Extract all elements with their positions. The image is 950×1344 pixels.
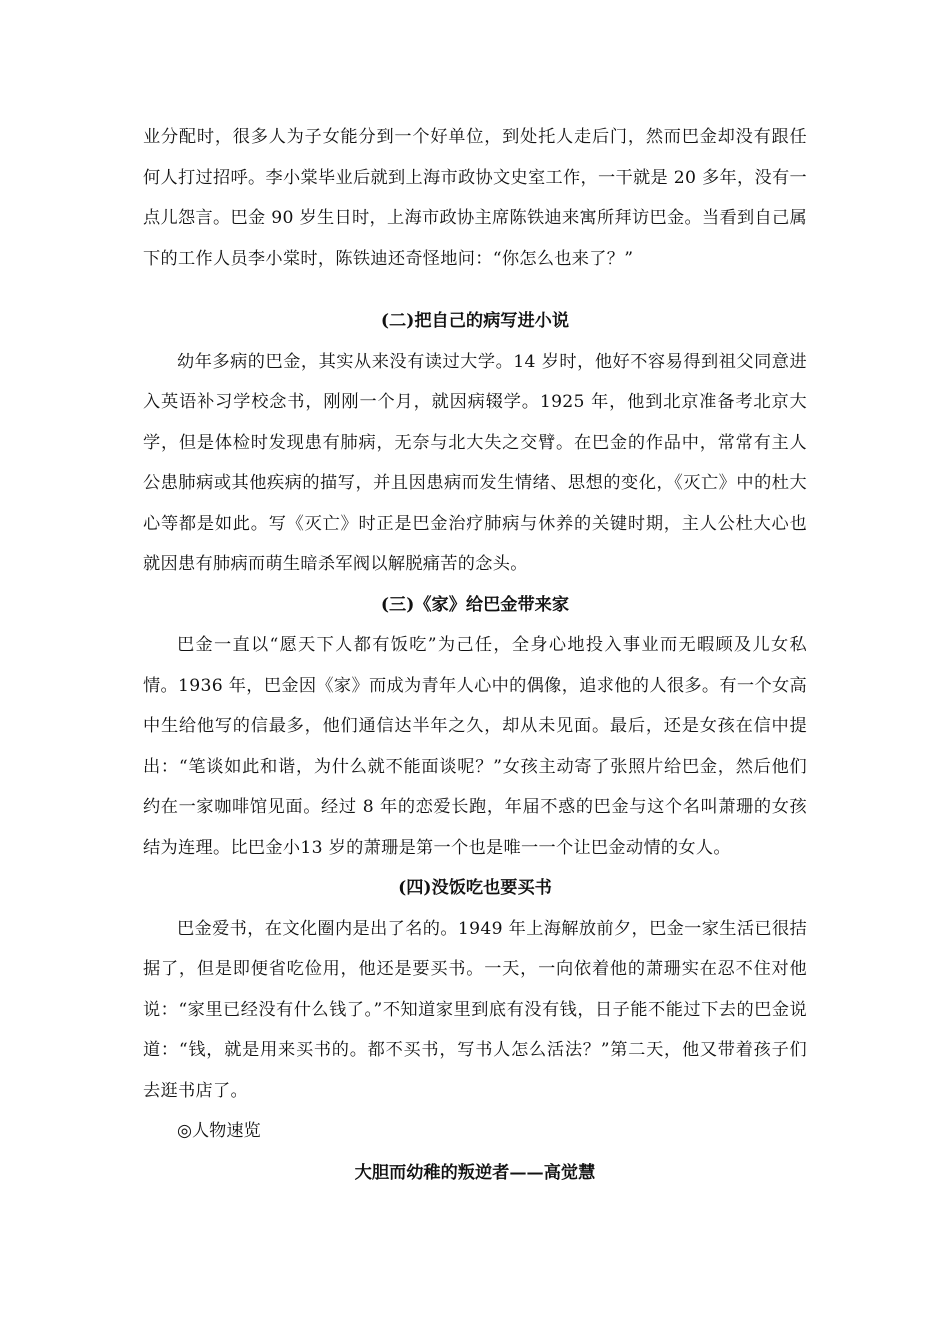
paragraph-section-3: 巴金一直以“愿天下人都有饭吃”为己任，全身心地投入事业而无暇顾及儿女私情。1936 年，巴金因《家》而成为青年人心中的偶像，追求他的人很多。有一个女高中生给他写的信最多，他们通信达半年之久，却从未见面。最后，还是女孩在信中提出：“笔谈如此和谐，为什么就不能面谈呢？”女孩主动寄了张照片给巴金，然后他们约在一家咖啡馆见面。经过 8 年的恋爱长跑，年届不惑的巴金与这个名叫萧珊的女孩结为连理。比巴金小13 岁的萧珊是第一个也是唯一一个让巴金动情的女人。 — [143, 635, 807, 858]
paragraph-section-2: 幼年多病的巴金，其实从来没有读过大学。14 岁时，他好不容易得到祖父同意进入英语补习学校念书，刚刚一个月，就因病辍学。1925 年，他到北京准备考北京大学，但是体检时发现患有肺病，无奈与北大失之交臂。在巴金的作品中，常常有主人公患肺病或其他疾病的描写，并且因患病而发生情绪、思想的变化，《灭亡》中的杜大心等都是如此。写《灭亡》时正是巴金治疗肺病与休养的关键时期，主人公杜大心也就因患有肺病而萌生暗杀军阀以解脱痛苦的念头。 — [143, 351, 807, 574]
paragraph-intro: 业分配时，很多人为子女能分到一个好单位，到处托人走后门，然而巴金却没有跟任何人打过招呼。李小棠毕业后就到上海市政协文史室工作，一干就是 20 多年，没有一点儿怨言。巴金 90 岁生日时，上海市政协主席陈铁迪来寓所拜访巴金。当看到自己属下的工作人员李小棠时，陈铁迪还奇怪地问：“你怎么也来了？” — [143, 127, 807, 269]
section-heading-2: (二)把自己的病写进小说 — [380, 311, 570, 331]
paragraph-section-4: 巴金爱书，在文化圈内是出了名的。1949 年上海解放前夕，巴金一家生活已很拮据了，但是即便省吃俭用，他还是要买书。一天，一向依着他的萧珊实在忍不住对他说：“家里已经没有什么钱了。”不知道家里到底有没有钱，日子能不能过下去的巴金说道：“钱，就是用来买书的。都不买书，写书人怎么活法？”第二天，他又带着孩子们去逛书店了。 — [143, 918, 807, 1101]
section-heading-3: (三)《家》给巴金带来家 — [380, 594, 570, 615]
section-mark-character-overview: ◎人物速览 — [177, 1121, 261, 1141]
document-body — [143, 117, 807, 1193]
character-subtitle: 大胆而幼稚的叛逆者——高觉慧 — [354, 1162, 596, 1183]
section-heading-4: (四)没饭吃也要买书 — [398, 878, 552, 898]
